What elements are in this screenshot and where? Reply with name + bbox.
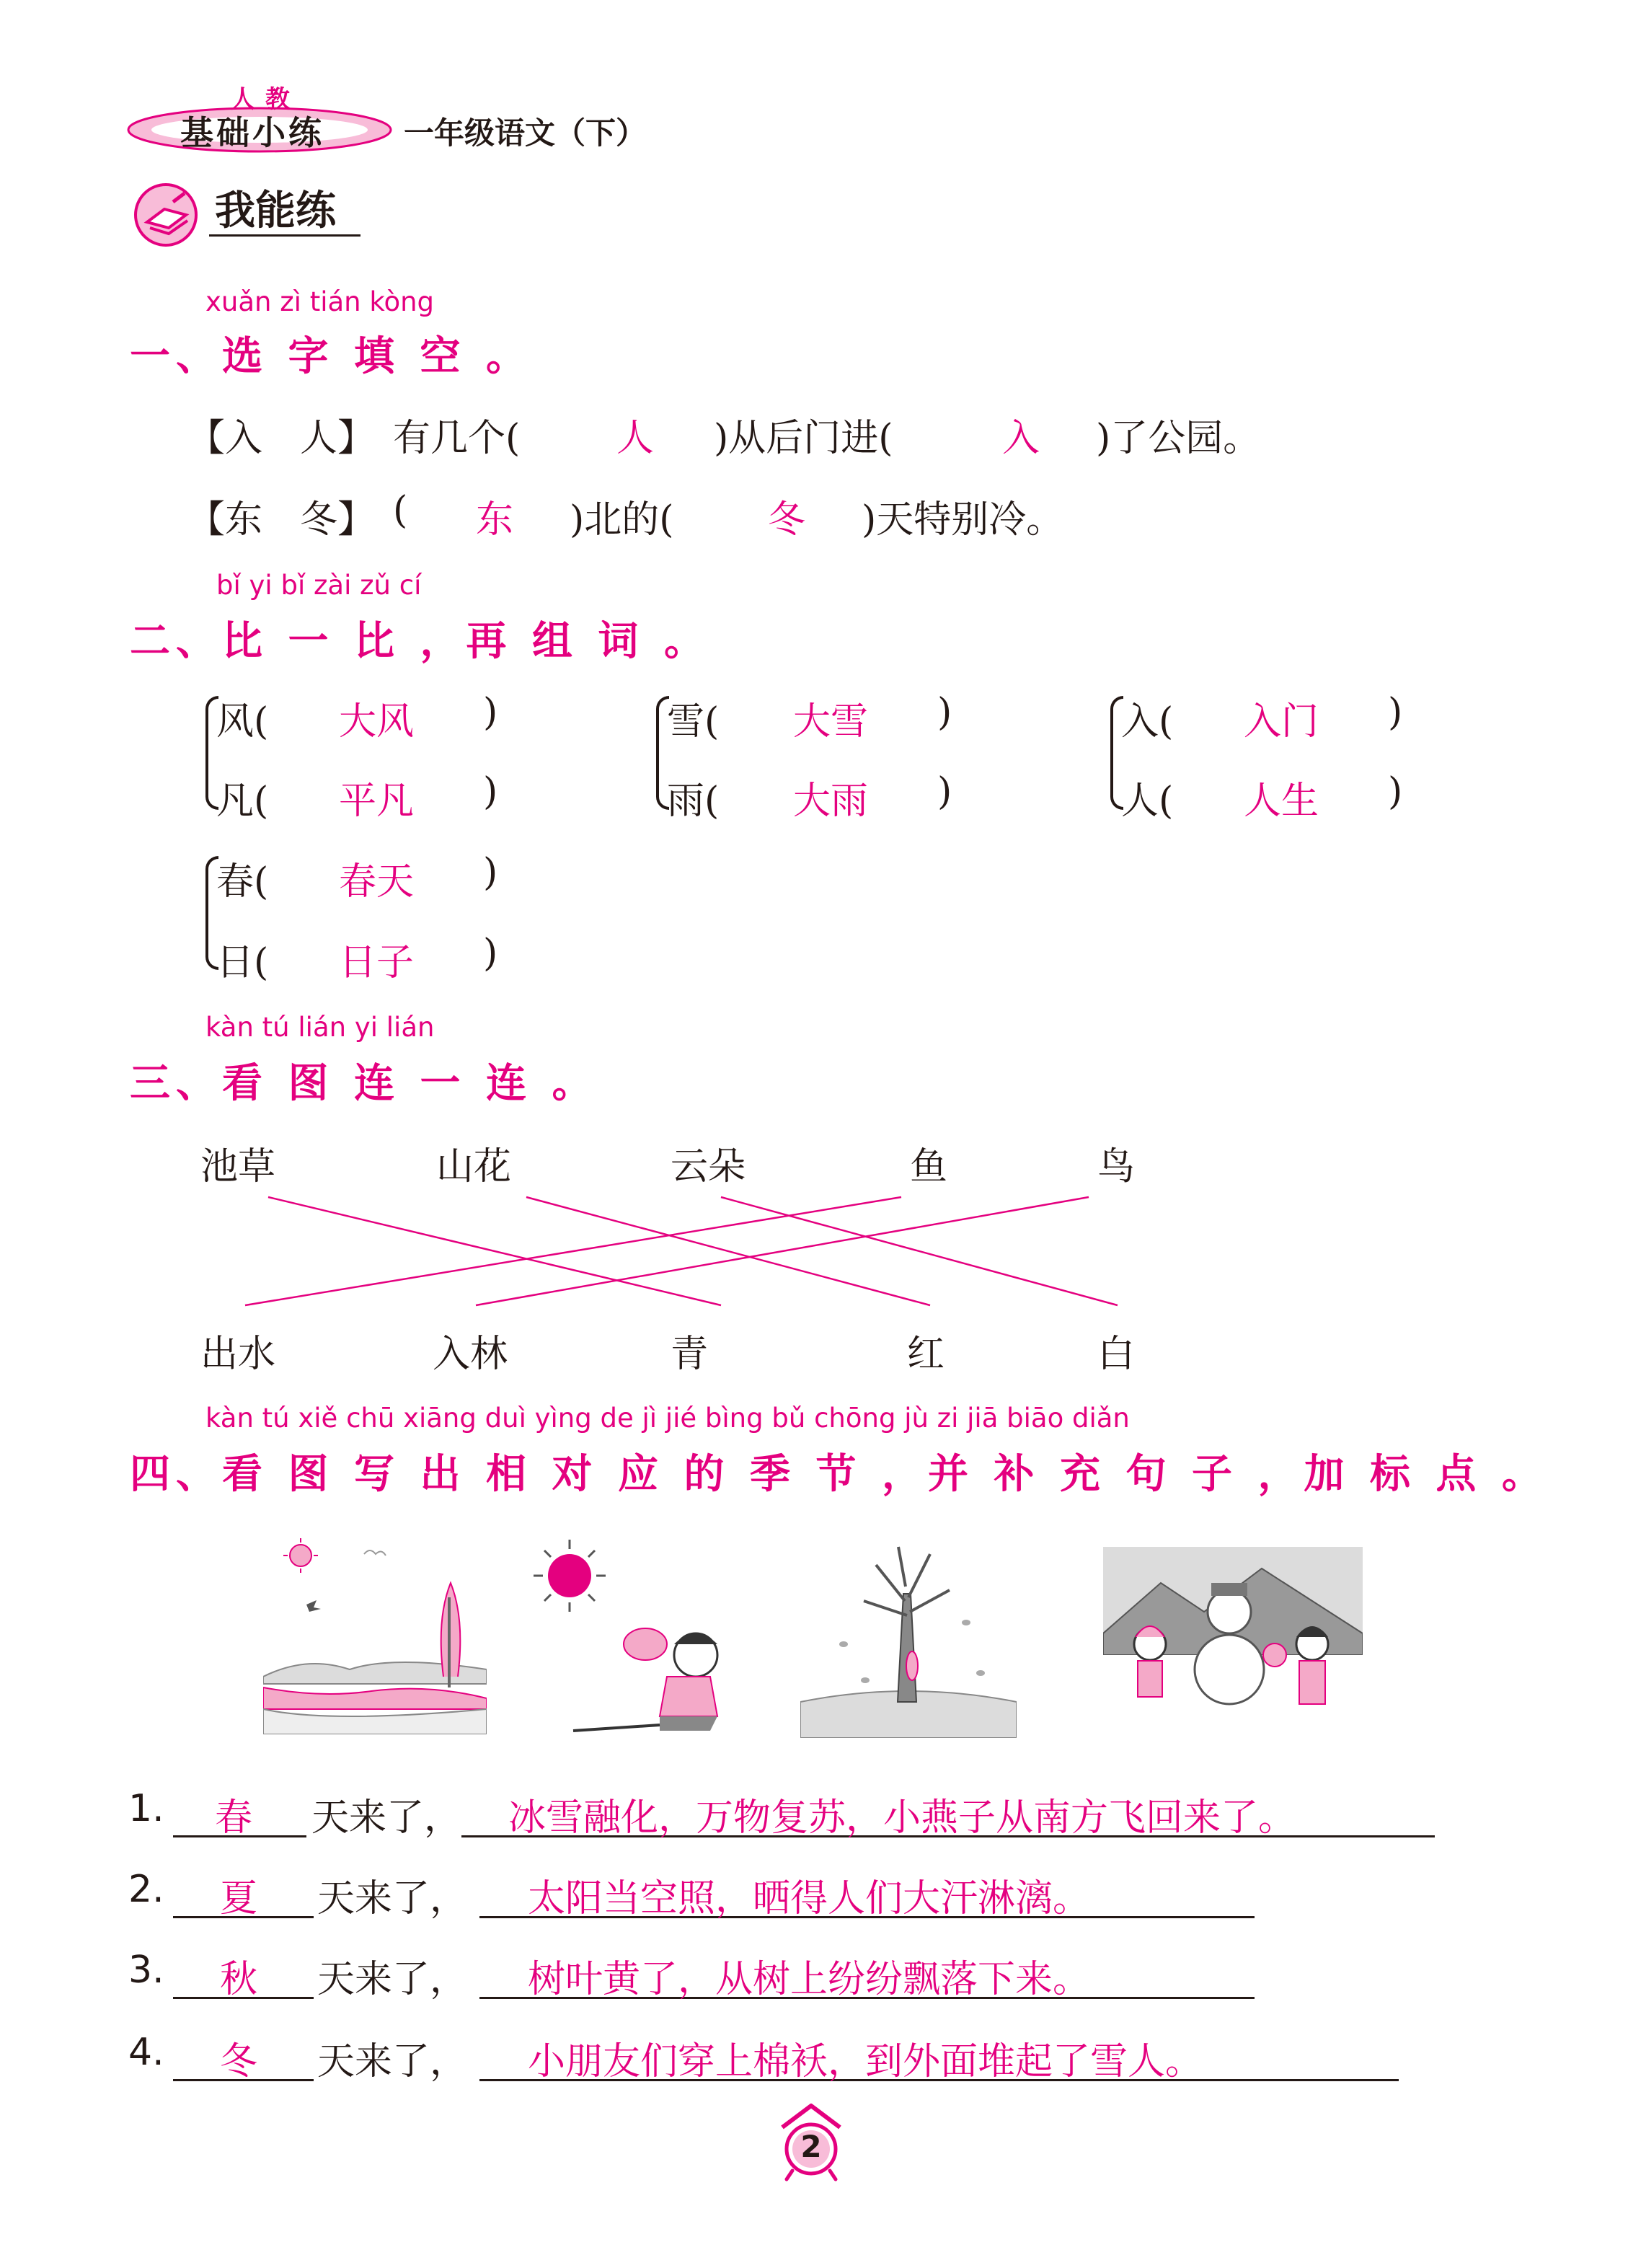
q2-g4-answer1: 春天 [339, 860, 415, 904]
page-number: 2 [800, 2129, 822, 2164]
q4-item-3-suffix: 天来了， [317, 1958, 468, 2001]
q4-pinyin: kàn tú xiě chū xiāng duì yìng de jì jié bìng bǔ chōng jù zi jiā biāo diǎn [205, 1403, 1130, 1434]
q4-item-2-season: 夏 [220, 1877, 258, 1920]
q3-top-4: 鱼 [910, 1145, 948, 1188]
section-title-underline [209, 234, 360, 237]
q2-g2-char1: 雪( [667, 700, 720, 744]
q4-item-1-number: 1. [128, 1787, 164, 1830]
q2-g3-close2: ) [1388, 770, 1403, 813]
winter-illustration [1103, 1547, 1363, 1734]
q4-item-1-suffix: 天来了， [311, 1796, 462, 1840]
q2-g3-close1: ) [1388, 691, 1403, 734]
q2-g1-close1: ) [483, 691, 498, 734]
q4-item-4-number: 4. [128, 2031, 164, 2074]
q2-g1-answer2: 平凡 [339, 780, 415, 823]
q4-item-2-suffix: 天来了， [317, 1877, 468, 1920]
q2-g3-answer1: 入门 [1244, 700, 1319, 744]
q4-item-3-sentence: 树叶黄了，从树上纷纷飘落下来。 [528, 1958, 1091, 2001]
q3-top-2: 山花 [436, 1145, 512, 1188]
q2-g4-close2: ) [483, 932, 498, 975]
q2-g1-answer1: 大风 [339, 700, 415, 744]
q1-row2-answer2: 冬 [768, 498, 806, 542]
section-title: 我能练 [215, 187, 336, 234]
q2-g2-close1: ) [937, 691, 952, 734]
q4-item-2-number: 2. [128, 1868, 164, 1911]
q4-item-3-season: 秋 [220, 1958, 258, 2001]
series-label: 基础小练 [180, 113, 324, 152]
q2-g3-char1: 入( [1121, 700, 1174, 744]
q1-row2-text3: )天特别冷。 [862, 498, 1064, 542]
book-label: 一年级语文（下） [404, 115, 647, 151]
q2-pinyin: bǐ yi bǐ zài zǔ cí [216, 570, 422, 601]
q4-item-4-sentence: 小朋友们穿上棉袄，到外面堆起了雪人。 [528, 2040, 1203, 2083]
q2-g4-char2: 日( [216, 941, 269, 984]
q1-row2-text1: ( [393, 489, 408, 532]
q2-g2-answer2: 大雨 [793, 780, 869, 823]
q3-top-3: 云朵 [671, 1145, 746, 1188]
q2-g3-answer2: 人生 [1244, 780, 1319, 823]
q2-title: 二、比 一 比 ，再 组 词 。 [130, 618, 710, 665]
q1-title: 一、选 字 填 空 。 [130, 333, 532, 380]
q4-item-4-suffix: 天来了， [317, 2040, 468, 2083]
autumn-illustration [800, 1536, 1017, 1738]
q1-row2-answer1: 东 [476, 498, 514, 542]
q1-row1-text3: )了公园。 [1096, 417, 1261, 460]
q3-pinyin: kàn tú lián yi lián [205, 1012, 435, 1043]
q3-bottom-1: 出水 [200, 1333, 276, 1376]
line-chicao-qing [268, 1197, 721, 1305]
q2-g2-answer1: 大雪 [793, 700, 869, 744]
q1-row2-text2: )北的( [570, 498, 674, 542]
q3-top-5: 鸟 [1097, 1145, 1136, 1188]
q1-pinyin: xuǎn zì tián kòng [205, 286, 435, 317]
line-yu-chushui [245, 1197, 901, 1305]
q4-item-3-number: 3. [128, 1949, 164, 1992]
q4-item-1-sentence: 冰雪融化，万物复苏，小燕子从南方飞回来了。 [508, 1796, 1296, 1840]
line-yunduo-bai [721, 1197, 1118, 1305]
book-icon [131, 180, 203, 249]
q4-item-4-season: 冬 [220, 2040, 258, 2083]
q2-g4-close1: ) [483, 851, 498, 894]
line-niao-rulin [476, 1197, 1089, 1305]
q1-row1-text2: )从后门进( [714, 417, 893, 460]
publisher-label: 人教 [231, 85, 300, 114]
q3-bottom-5: 白 [1097, 1333, 1136, 1376]
q4-item-1-season: 春 [215, 1796, 253, 1840]
q2-g1-close2: ) [483, 770, 498, 813]
q1-row1-answer1: 人 [616, 417, 655, 460]
q2-g4-char1: 春( [216, 860, 269, 904]
q2-g3-char2: 人( [1121, 780, 1174, 823]
line-shanhua-hong [526, 1197, 930, 1305]
q2-g4-answer2: 日子 [339, 941, 415, 984]
q1-row2-choice: 【东 冬】 [187, 498, 376, 542]
q4-title: 四、看 图 写 出 相 对 应 的 季 节 ，并 补 充 句 子 ，加 标 点 。 [130, 1451, 1548, 1498]
q3-bottom-4: 红 [907, 1333, 945, 1376]
q2-g2-close2: ) [937, 770, 952, 813]
q3-title: 三、看 图 连 一 连 。 [130, 1060, 598, 1107]
q1-row1-answer2: 入 [1002, 417, 1040, 460]
q2-g2-char2: 雨( [667, 780, 720, 823]
spring-illustration [263, 1532, 487, 1734]
q1-row1-text1: 有几个( [393, 417, 521, 460]
q1-row1-choice: 【入 人】 [187, 417, 376, 460]
q3-bottom-3: 青 [671, 1333, 709, 1376]
summer-illustration [530, 1536, 746, 1738]
q2-g1-char1: 风( [216, 700, 269, 744]
q4-item-2-sentence: 太阳当空照，晒得人们大汗淋漓。 [528, 1877, 1091, 1920]
q2-g1-char2: 凡( [216, 780, 269, 823]
q3-top-1: 池草 [200, 1145, 276, 1188]
q3-bottom-2: 入林 [433, 1333, 508, 1376]
